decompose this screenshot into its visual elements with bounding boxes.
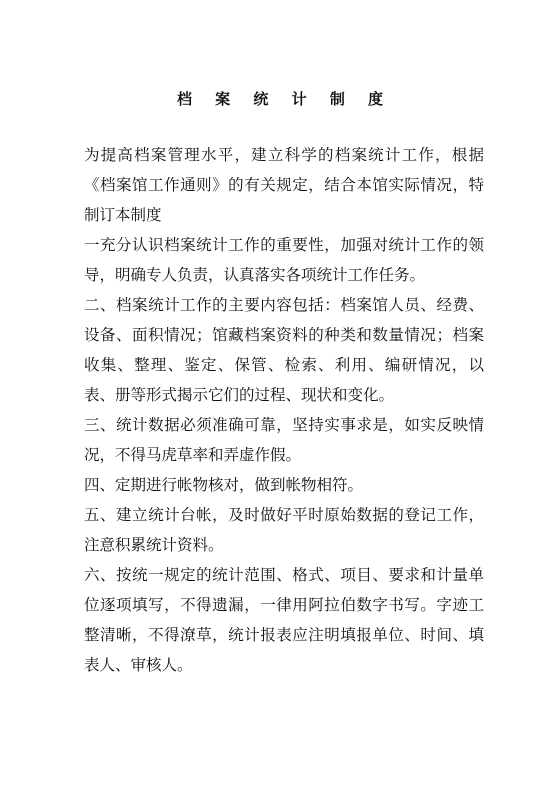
document-body (84, 140, 484, 680)
paragraph-item-2: 二、档案统计工作的主要内容包括：档案馆人员、经费、设备、面积情况；馆藏档案资料的种类和数量情况；档案收集、整理、鉴定、保管、检索、利用、编研情况，以表、册等形式揭示它们的过程、现状和变化。 (84, 296, 484, 404)
paragraph-item-1: 一充分认识档案统计工作的重要性，加强对统计工作的领导，明确专人负责，认真落实各项统计工作任务。 (84, 236, 484, 284)
document-title: 档 案 统 计 制 度 (176, 90, 393, 108)
paragraph-item-5: 五、建立统计台帐，及时做好平时原始数据的登记工作，注意积累统计资料。 (84, 506, 484, 554)
paragraph-intro: 为提高档案管理水平，建立科学的档案统计工作，根据《档案馆工作通则》的有关规定，结合本馆实际情况，特制订本制度 (84, 146, 484, 224)
paragraph-item-6: 六、按统一规定的统计范围、格式、项目、要求和计量单位逐项填写，不得遗漏，一律用阿拉伯数字书写。字迹工整清晰，不得潦草，统计报表应注明填报单位、时间、填表人、审核人。 (84, 566, 484, 674)
paragraph-item-3: 三、统计数据必须准确可靠，坚持实事求是，如实反映情况，不得马虎草率和弄虚作假。 (84, 416, 484, 464)
paragraph-item-4: 四、定期进行帐物核对，做到帐物相符。 (84, 476, 364, 494)
